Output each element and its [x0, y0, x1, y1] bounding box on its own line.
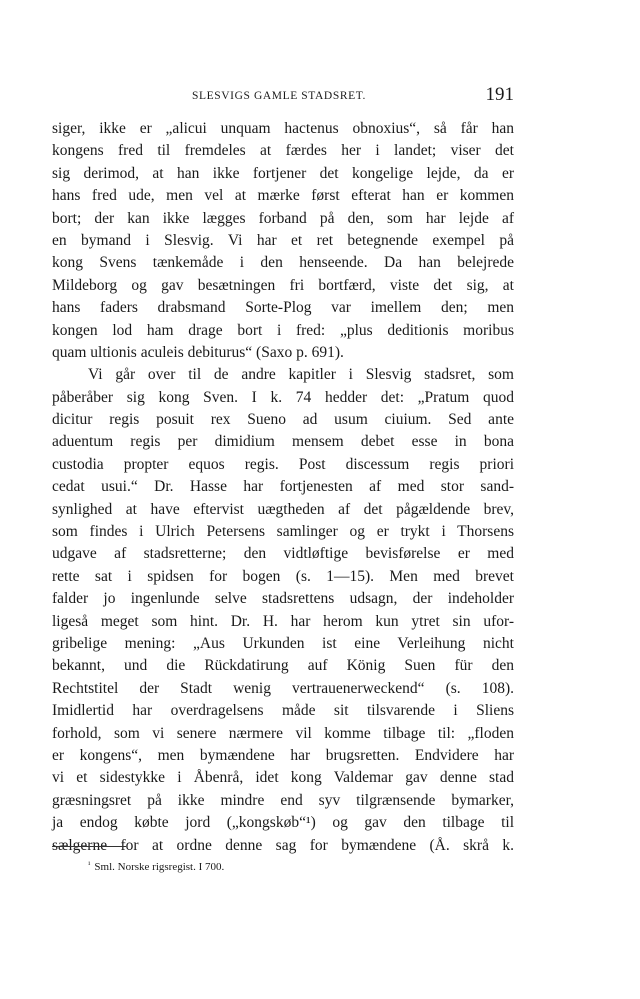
paragraph-start-line: Vi går over til de andre kapitler i Slesvig stadsret, som — [88, 366, 514, 384]
text-line: bekannt, und die Rückdatirung auf König Suen für den — [52, 657, 514, 675]
page-number: 191 — [485, 84, 514, 105]
text-line: vi et sidestykke i Åbenrå, idet kong Valdemar gav denne stad — [52, 769, 514, 787]
text-line: påberåber sig kong Sven. I k. 74 hedder det: „Pratum quod — [52, 388, 514, 406]
running-title: SLESVIGS GAMLE STADSRET. — [192, 90, 366, 102]
footnote-divider — [52, 846, 126, 847]
text-line: hans fred ude, men vel at mærke først efterat han er kommen — [52, 187, 514, 205]
text-line: Mildeborg og gav besætningen fri bortfærd, viste det sig, at — [52, 276, 514, 294]
text-line: dicitur regis posuit rex Sueno ad usum ciuium. Sed ante — [52, 411, 514, 429]
text-line: kongens fred til fremdeles at færdes her i landet; viser det — [52, 142, 514, 160]
page-header — [52, 84, 514, 108]
text-line: quam ultionis aculeis debiturus“ (Saxo p. 691). — [52, 343, 344, 361]
text-line: kong Svens tænkemåde i den henseende. Da han belejrede — [52, 254, 514, 272]
footnote-text: Sml. Norske rigsregist. I 700. — [94, 861, 225, 873]
text-line: rette sat i spidsen for bogen (s. 1—15). Men med brevet — [52, 567, 514, 585]
text-line: forhold, som vi senere nærmere vil komme tilbage til: „floden — [52, 724, 514, 742]
body-text — [52, 118, 514, 857]
text-line: custodia propter equos regis. Post discessum regis priori — [52, 455, 514, 473]
footnote-marker: ¹ — [88, 860, 91, 869]
footnote — [88, 860, 224, 873]
text-line: en bymand i Slesvig. Vi har et ret betegnende exempel på — [52, 231, 514, 249]
text-line: cedat usui.“ Dr. Hasse har fortjenesten af med stor sand- — [52, 478, 514, 496]
text-line: er kongens“, men bymændene har brugsretten. Endvidere har — [52, 746, 514, 764]
text-line: sælgerne for at ordne denne sag for bymændene (Å. skrå k. — [52, 836, 514, 854]
text-line: siger, ikke er „alicui unquam hactenus obnoxius“, så får han — [52, 120, 514, 137]
text-line: synlighed at have eftervist uægtheden af det pågældende brev, — [52, 500, 514, 518]
text-line: aduentum regis per dimidium mensem debet esse in bona — [52, 433, 514, 451]
text-line: udgave af stadsretterne; den vidtløftige bevisførelse er med — [52, 545, 514, 563]
text-line: Imidlertid har overdragelsens måde sit tilsvarende i Sliens — [52, 702, 514, 720]
text-line: som findes i Ulrich Petersens samlinger og er trykt i Thorsens — [52, 523, 514, 541]
text-line: sig derimod, at han ikke fortjener det kongelige lejde, da er — [52, 164, 514, 182]
text-line: hans faders drabsmand Sorte-Plog var imellem den; men — [52, 299, 514, 317]
text-line: græsningsret på ikke mindre end syv tilgrænsende bymarker, — [52, 791, 514, 809]
text-line: gribelige mening: „Aus Urkunden ist eine Verleihung nicht — [52, 634, 514, 652]
text-line: bort; der kan ikke lægges forband på den, som har lejde af — [52, 209, 514, 227]
text-line: Rechtstitel der Stadt wenig vertrauenerweckend“ (s. 108). — [52, 679, 514, 697]
text-line: ja endog købte jord („kongskøb“¹) og gav den tilbage til — [52, 814, 514, 832]
text-line: ligeså meget som hint. Dr. H. har herom kun ytret sin ufor- — [52, 612, 514, 630]
text-line: falder jo ingenlunde selve stadsrettens udsagn, der indeholder — [52, 590, 514, 608]
text-line: kongen lod ham drage bort i fred: „plus deditionis moribus — [52, 321, 514, 339]
